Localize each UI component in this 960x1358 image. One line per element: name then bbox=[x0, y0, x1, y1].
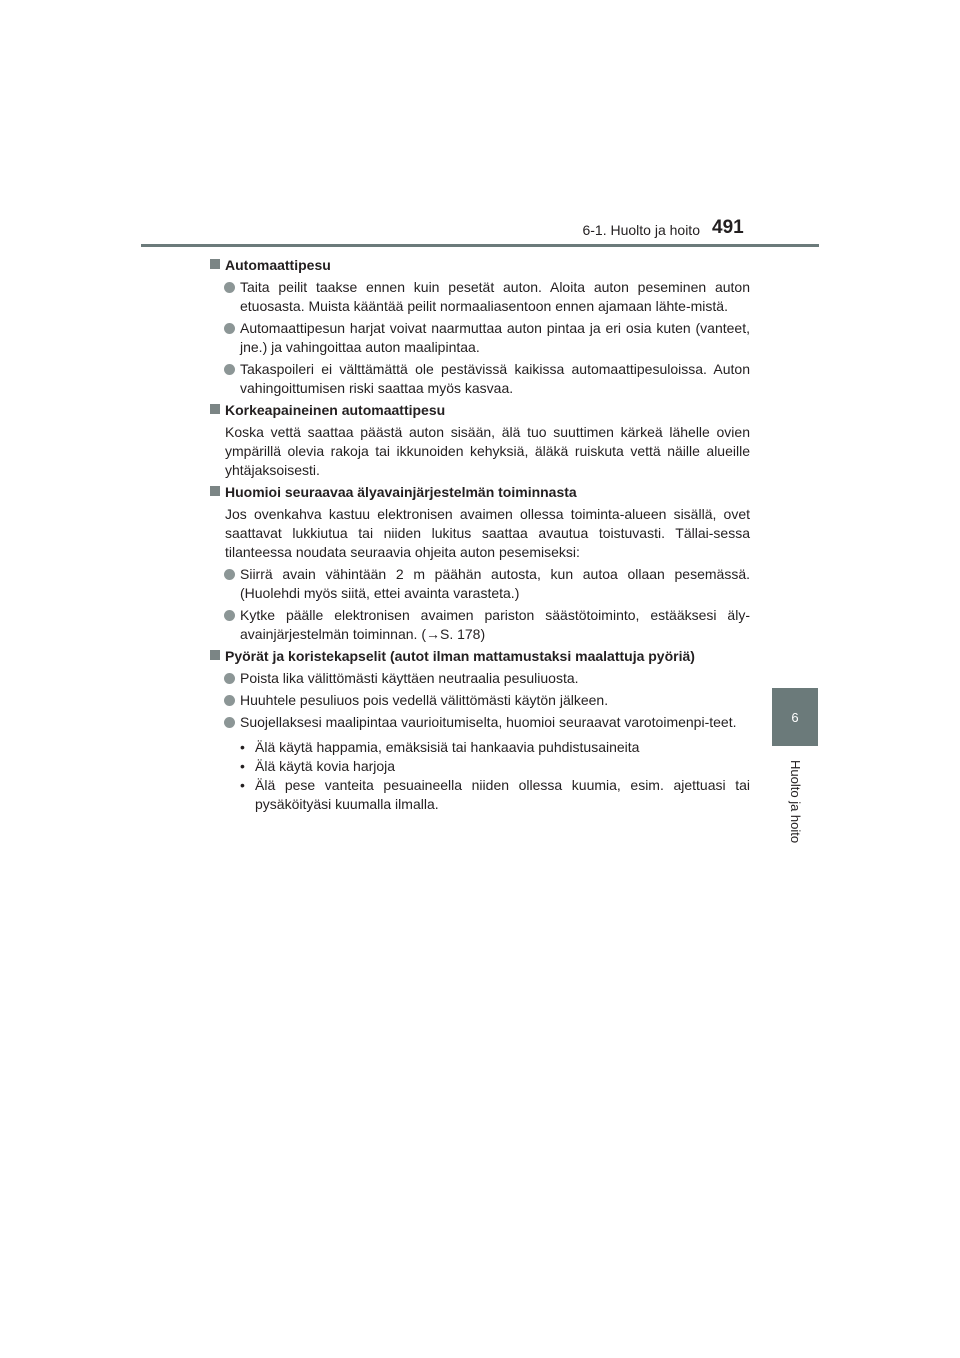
section-heading-text: Automaattipesu bbox=[225, 257, 331, 273]
section-heading bbox=[210, 401, 750, 420]
list-item-text: Poista lika välittömästi käyttäen neutraalia pesuliuosta. bbox=[240, 670, 579, 686]
header-title: 6-1. Huolto ja hoito bbox=[582, 222, 700, 238]
list-item bbox=[210, 565, 750, 603]
section-heading bbox=[210, 256, 750, 275]
sub-list-item bbox=[210, 776, 750, 814]
list-item-text: Kytke päälle elektronisen avaimen pariston säästötoiminto, estääksesi äly-avainjärjestelmän toiminnan. (→S. 178) bbox=[240, 607, 750, 642]
list-item bbox=[210, 669, 750, 688]
chapter-tab-number: 6 bbox=[791, 709, 799, 725]
page-number: 491 bbox=[712, 217, 744, 238]
list-item-text: Automaattipesun harjat voivat naarmuttaa auton pintaa ja eri osia kuten (vanteet, jne.) ja vahingoittaa auton maalipintaa. bbox=[240, 320, 750, 355]
circle-bullet-icon bbox=[224, 323, 235, 334]
dot-bullet-icon: • bbox=[240, 777, 245, 793]
header-rule bbox=[141, 244, 819, 247]
sub-list bbox=[210, 738, 750, 814]
circle-bullet-icon bbox=[224, 717, 235, 728]
sub-list-item-text: Älä käytä happamia, emäksisiä tai hankaavia puhdistusaineita bbox=[255, 739, 640, 755]
circle-bullet-icon bbox=[224, 282, 235, 293]
square-bullet-icon bbox=[210, 404, 220, 414]
circle-bullet-icon bbox=[224, 569, 235, 580]
list-item bbox=[210, 278, 750, 316]
list-item-text: Suojellaksesi maalipintaa vaurioitumiselta, huomioi seuraavat varotoimenpi-teet. bbox=[240, 714, 737, 730]
circle-bullet-icon bbox=[224, 610, 235, 621]
chapter-tab bbox=[772, 688, 818, 746]
list-item bbox=[210, 360, 750, 398]
section-heading bbox=[210, 647, 750, 666]
sub-list-item-text: Älä pese vanteita pesuaineella niiden ollessa kuumia, esim. ajettuasi tai pysäköityäsi kuumalla ilmalla. bbox=[255, 777, 750, 812]
section-heading-text: Korkeapaineinen automaattipesu bbox=[225, 402, 446, 418]
square-bullet-icon bbox=[210, 259, 220, 269]
list-item bbox=[210, 319, 750, 357]
list-item-text: Taita peilit taakse ennen kuin pesetät auton. Aloita auton peseminen auton etuosasta. Muista kääntää peilit normaaliasentoon ennen ajamaan lähte-mistä. bbox=[240, 279, 750, 314]
dot-bullet-icon: • bbox=[240, 739, 245, 755]
square-bullet-icon bbox=[210, 650, 220, 660]
sub-list-item bbox=[210, 757, 750, 776]
section-heading bbox=[210, 483, 750, 502]
section-heading-text: Pyörät ja koristekapselit (autot ilman mattamustaksi maalattuja pyöriä) bbox=[225, 648, 695, 664]
circle-bullet-icon bbox=[224, 695, 235, 706]
section-heading-text: Huomioi seuraavaa älyavainjärjestelmän toiminnasta bbox=[225, 484, 577, 500]
list-item-text: Siirrä avain vähintään 2 m päähän autosta, kun autoa ollaan pesemässä. (Huolehdi myös siitä, ettei avainta varasteta.) bbox=[240, 566, 750, 601]
list-item-text: Huuhtele pesuliuos pois vedellä välittömästi käytön jälkeen. bbox=[240, 692, 609, 708]
list-item bbox=[210, 691, 750, 710]
square-bullet-icon bbox=[210, 486, 220, 496]
list-item-text: Takaspoileri ei välttämättä ole pestävissä kaikissa automaattipesuloissa. Auton vahingoittumisen riski saattaa myös kasvaa. bbox=[240, 361, 750, 396]
circle-bullet-icon bbox=[224, 364, 235, 375]
dot-bullet-icon: • bbox=[240, 758, 245, 774]
sub-list-item bbox=[210, 738, 750, 757]
section-body: Jos ovenkahva kastuu elektronisen avaimen ollessa toiminta-alueen sisällä, ovet saattavat lukkiutua tai niiden lukitus saattaa avautua toistuvasti. Tällai-sessa tilanteessa noudata seuraavia ohjeita auton pesemiseksi: bbox=[225, 506, 750, 560]
list-item bbox=[210, 713, 750, 732]
list-item bbox=[210, 606, 750, 644]
section-body: Koska vettä saattaa päästä auton sisään, älä tuo suuttimen kärkeä lähelle ovien ympärillä olevia rakoja tai ikkunoiden kehyksiä, äläkä ruiskuta vettä näille alueille yhtäjaksoisesti. bbox=[225, 424, 750, 478]
circle-bullet-icon bbox=[224, 673, 235, 684]
chapter-side-label: Huolto ja hoito bbox=[788, 760, 803, 844]
page-content bbox=[210, 253, 750, 814]
sub-list-item-text: Älä käytä kovia harjoja bbox=[255, 758, 396, 774]
